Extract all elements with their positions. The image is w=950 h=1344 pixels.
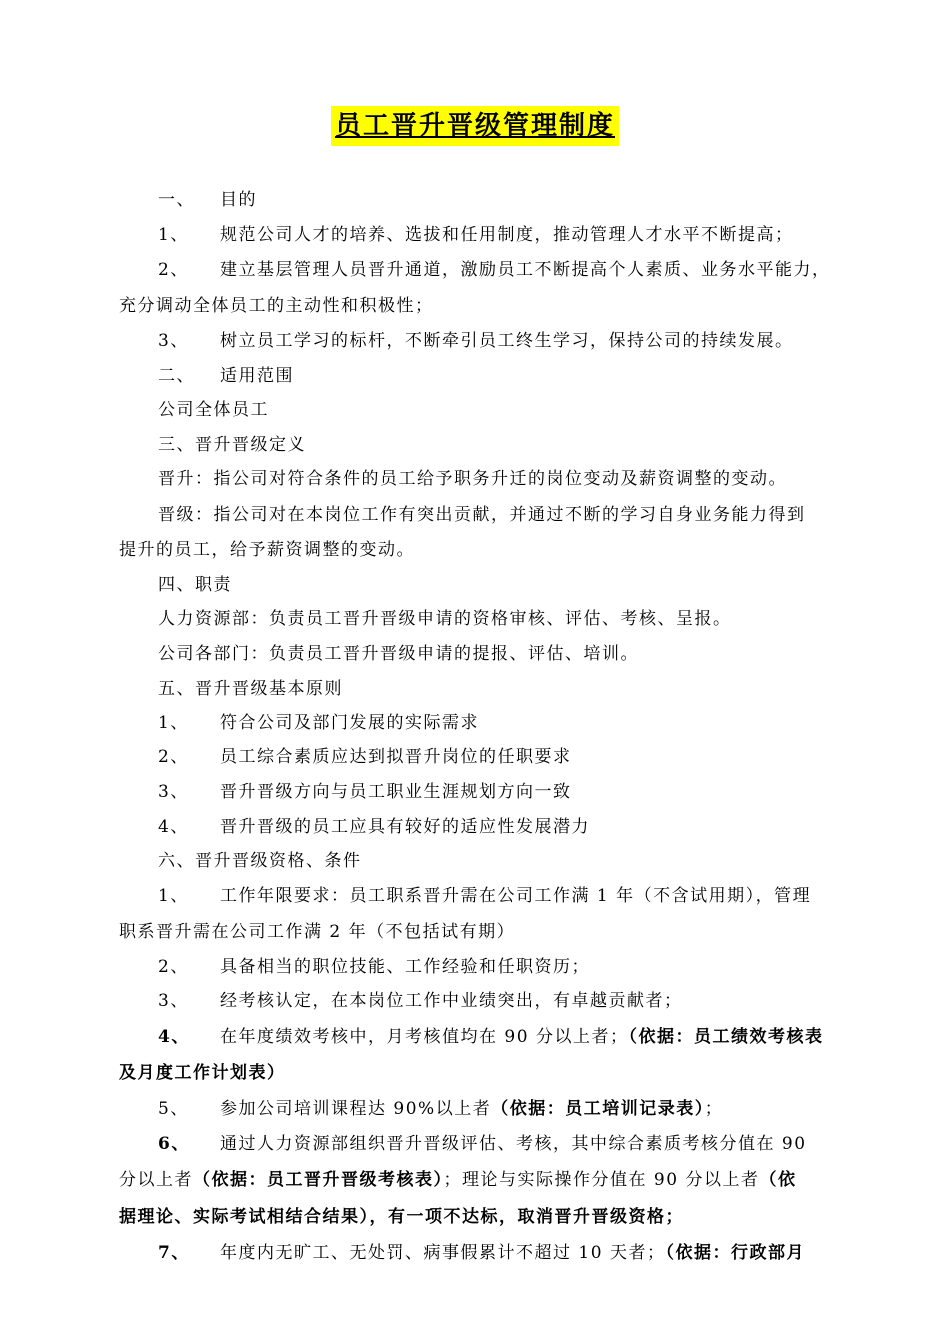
s5-item-2-number: 2、 [158, 747, 189, 767]
s3-promotion-def: 晋升：指公司对符合条件的员工给予职务升迁的岗位变动及薪资调整的变动。 [158, 469, 787, 489]
s6-item-5-number: 5、 [158, 1099, 189, 1119]
s6-item-6-text-3: ；理论与实际操作分值在 90 分以上者 [443, 1170, 760, 1190]
document-title: 员工晋升晋级管理制度 [331, 106, 619, 146]
s5-item-4-text: 晋升晋级的员工应具有较好的适应性发展潜力 [220, 817, 590, 837]
s4-hr-duty: 人力资源部：负责员工晋升晋级申请的资格审核、评估、考核、呈报。 [158, 609, 732, 629]
s6-item-3-text: 经考核认定，在本岗位工作中业绩突出，有卓越贡献者； [220, 991, 683, 1011]
s6-item-4-basis-cont: 及月度工作计划表） [119, 1063, 286, 1083]
s1-item-2-text: 建立基层管理人员晋升通道，激励员工不断提高个人素质、业务水平能力， [220, 260, 831, 280]
s1-item-1-text: 规范公司人才的培养、选拔和任用制度，推动管理人才水平不断提高； [220, 225, 794, 245]
s5-item-2-text: 员工综合素质应达到拟晋升岗位的任职要求 [220, 747, 572, 767]
s1-item-3-text: 树立员工学习的标杆，不断牵引员工终生学习，保持公司的持续发展。 [220, 331, 794, 351]
s5-item-1-number: 1、 [158, 713, 189, 733]
s5-item-1-text: 符合公司及部门发展的实际需求 [220, 713, 479, 733]
s6-item-3-number: 3、 [158, 991, 189, 1011]
s6-item-6-line-2 [119, 1168, 796, 1192]
s6-item-6-basis-2: （依 [759, 1170, 797, 1190]
s1-item-2-text-cont: 充分调动全体员工的主动性和积极性； [119, 296, 434, 316]
s5-item-4-number: 4、 [158, 817, 189, 837]
section-1-number: 一、 [158, 190, 195, 210]
s5-item-3-text: 晋升晋级方向与员工职业生涯规划方向一致 [220, 782, 572, 802]
s6-item-6-basis: （依据：员工晋升晋级考核表） [193, 1170, 444, 1190]
s3-grade-def: 晋级：指公司对在本岗位工作有突出贡献，并通过不断的学习自身业务能力得到 [158, 505, 806, 525]
section-2-number: 二、 [158, 366, 195, 386]
s6-item-7-basis: （依据：行政部月 [665, 1243, 805, 1263]
section-5-heading: 五、晋升晋级基本原则 [158, 679, 343, 699]
section-1-heading: 目的 [220, 190, 257, 210]
s6-item-7-line [220, 1241, 805, 1265]
section-4-heading: 四、职责 [158, 575, 232, 595]
s3-grade-def-cont: 提升的员工，给予薪资调整的变动。 [119, 540, 415, 560]
s6-item-4-number: 4、 [158, 1027, 190, 1047]
s6-item-2-text: 具备相当的职位技能、工作经验和任职资历； [220, 957, 590, 977]
s6-item-6-basis-cont: 据理论、实际考试相结合结果），有一项不达标，取消晋升晋级资格； [119, 1207, 684, 1227]
section-2-heading: 适用范围 [220, 366, 294, 386]
s6-item-2-number: 2、 [158, 957, 189, 977]
s4-dept-duty: 公司各部门：负责员工晋升晋级申请的提报、评估、培训。 [158, 644, 639, 664]
section-3-heading: 三、晋升晋级定义 [158, 435, 306, 455]
s5-item-3-number: 3、 [158, 782, 189, 802]
s6-item-1-number: 1、 [158, 886, 189, 906]
s6-item-5-line [220, 1097, 723, 1121]
s1-item-1-number: 1、 [158, 225, 189, 245]
s6-item-1-text: 工作年限要求：员工职系晋升需在公司工作满 1 年（不含试用期），管理 [220, 886, 812, 906]
s6-item-5-text: 参加公司培训课程达 90%以上者 [220, 1099, 492, 1119]
s6-item-4-text: 在年度绩效考核中，月考核值均在 90 分以上者； [220, 1027, 629, 1047]
s6-item-7-number: 7、 [158, 1243, 190, 1263]
s6-item-4-line [220, 1025, 823, 1049]
s6-item-5-basis: （依据：员工培训记录表） [491, 1099, 705, 1119]
s6-item-5-end: ； [704, 1099, 724, 1119]
s1-item-2-number: 2、 [158, 260, 189, 280]
s6-item-4-basis: （依据：员工绩效考核表 [628, 1027, 824, 1047]
section-2-body: 公司全体员工 [158, 400, 269, 420]
section-6-heading: 六、晋升晋级资格、条件 [158, 851, 362, 871]
s6-item-6-text: 通过人力资源部组织晋升晋级评估、考核，其中综合素质考核分值在 90 [220, 1134, 807, 1154]
s6-item-6-number: 6、 [158, 1134, 190, 1154]
s6-item-1-text-cont: 职系晋升需在公司工作满 2 年（不包括试有期） [119, 922, 516, 942]
s6-item-6-text-2: 分以上者 [119, 1170, 193, 1190]
s1-item-3-number: 3、 [158, 331, 189, 351]
s6-item-7-text: 年度内无旷工、无处罚、病事假累计不超过 10 天者； [220, 1243, 666, 1263]
